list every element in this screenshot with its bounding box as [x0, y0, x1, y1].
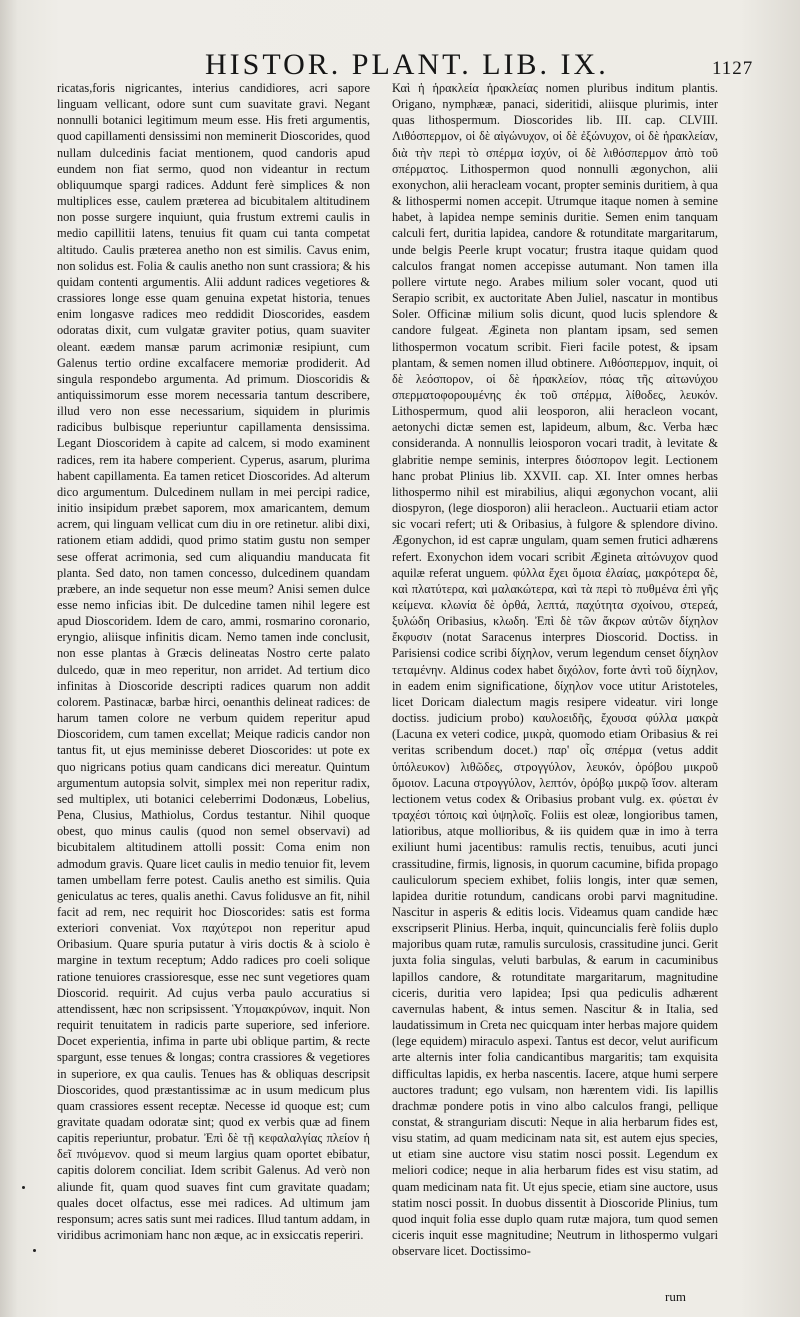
- right-column-text: Καὶ ἡ ἡρακλεία ἡρακλείας nomen pluribus inditum plantis. Origano, nymphææ, panaci, sideritidi, aliisque plurimis, inter quas lithospermum. Dioscorides lib. III. cap. CLVIII. Λιθόσπερμον, οἱ δὲ αἰγώνυχον, οἱ δὲ ἐξώνυχον, οἱ δὲ ἡρακλείαν, διὰ τὴν περὶ τὸ σπέρμα ἰσχύν, οἱ δὲ λιθόσπερμον ἀπὸ τοῦ σπέρματος. Lithospermon quod nonnulli ægonychon, alii exonychon, alii heracleam vocant, propter seminis duritiem, à qua & lithospermi nomen accepit. Utrumque itaque nomen à semine habet, à lapidea nempe seminis duritie. Semen enim tanquam calculi fert, duritia lapidea, candore & rotunditate margaritarum, unde belgis Peerle krupt vocatur; frustra itaque quidam quod calculos frangat nomen accepisse autumant. Non tamen illa pollere virtute nego. Arabes milium soler vocant, quod uti Serapio scribit, ex auctoritate Aben Juliel, nascatur in montibus Soler. Officinæ milium solis dicunt, quod lucis splendore & candore fulgeat. Æginetа non plantam ipsam, sed semen lithospermon vocatum scribit. Fieri facile potest, & ipsam plantam, & semen nomen illud obtinere. Λιθόσπερμον, inquit, οἱ δὲ λεόσπορον, οἱ δὲ ἡρακλείον, πόας τῆς αἰτωνύχου σπερματοφορουμένης ἐκ τοῦ σπέρμα, λίθοδες, λευκόν. Lithospermum, quod alii leosporon, alii heracleon vocant, aetonychi dictæ semen est, lapideum, album, &c. Verba hæc consideranda. A nonnullis leiosporon vocari tradit, à levitate & glabritie nempe seminis, interpres διόσπορον legit. Lectionem hanc probat Plinius lib. XXVII. cap. XI. Inter omnes herbas lithospermo nihil est mirabilius, aliqui ægonychon vocant, alii diospyron, (lege diosporon) alii heracleon.. Auctuarii etiam actor sic vocari refert; uti & Oribasius, à fulgore & splendore divino. Ægonychon, id est capræ ungulam, quam semen frutici adhærens refert. Exonychon idem vocari scribit Æginetа αἰτώνυχον quod aquilæ referat unguem. φύλλα ἔχει ὅμοια ἐλαίας, μακρότερα δὲ, καὶ πλατύτερα, καὶ μαλακώτερα, καὶ τὰ περὶ τὸ πυθμένα ἐπὶ γῆς κείμενα. κλωνία δὲ ὀρθά, λεπτά, παχύτητα σχοίνου, στερεά, ξυλώδη Oribasius, κλωδη. Ἐπὶ δὲ τῶν ἄκρων αὐτῶν δίχηλον ἔκφυσιν (notat Saracenus interpres Dioscorid. Doctiss. in Parisiensi codice scribi δίχηλον, verum legendum censet δίχηλον τεταμένην. Aldinus codex habet διχόλον, forte ἀντὶ τοῦ δίχηλον, in eadem enim significatione, δίχηλον voce utitur Aristoteles, licet Doricam dialectum magis resipere videatur. viri longe doctiss. judicium probo) καυλοειδῆς, ἔχουσα φύλλα μακρὰ (Lacuna ex veteri codice, μικρὰ, quomodo etiam Oribasius & rei veritas scribendum docet.) παρ' οἷς σπέρμα (vetus addit ὑπόλευκον) λιθῶδες, στρογγύλον, λευκόν, ὀρόβου μικροῦ ὅμοιον. Lacuna στρογγύλον, λεπτόν, ὀρόβῳ μικρῷ ἴσον. alteram lectionem vetus codex & Oribasius probant vulg. ex. φύεται ἐν τραχέσι τόποις καὶ ὑψηλοῖς. Foliis est oleæ, longioribus tamen, latioribus, atque mollioribus, & iis quidem quæ in imo à terra exiliunt humi jacentibus: ramulis rectis, tenuibus, acuti junci crassitudine, firmis, lignosis, in quorum cacumine, bifida propago cauliculorum speciem exhibet, foliis longis, inter quæ semen, lapidea duritie rotundum, candicans orobi parvi magnitudine. Nascitur in asperis & editis locis. Videamus quam candide hæc exscripserit Plinius. Herba, inquit, quincuncialis ferè foliis duplo majoribus quam rutæ, ramulis surculosis, crassitudine junci. Gerit juxta folia singulas, veluti barbulas, & earum in cacuminibus lapillos candore, & rotunditate margaritarum, magnitudine ciceris, duritia vero lapidea; Ipsi qua pediculis adhærent cavernulas habent, & intus semen. Nascitur & in Italia, sed laudatissimum in Creta nec quicquam inter herbas majore quidem (lege equidem) miraculo aspexi. Tantus est decor, velut aurificum arte alternis inter folia candicantibus margaritis; tam exquisita difficultas lapidis, ex herba nascentis. Iacere, atque humi serpere auctores tradunt; ego vulsam, non hærentem vidi. Iis lapillis drachmæ pondere potis in vino albo calculos frangi, pellique constat, & stranguriam discuti: Neque in alia herbarum fides est, visu statim, ad quam medicinam nata sit, est autem ejus species, ut etiam sine auctore visu statim nosci possit. Legendum ex meliori codice; neque in alia herbarum fides est visu statim, ad quam medicinam nata fit. Ut ejus specie, etiam sine auctore, usus statim nosci possit. In duobus dissentit à Dioscoride Plinius, tum quod inquit folia esse duplo quam rutæ majora, tum quod semen ciceris inquit esse magnitudine; Neutrum in lithospermo vulgari observare licet. Doctissimo-: [392, 81, 718, 1259]
- ink-speck: [22, 1186, 25, 1189]
- left-column: [57, 80, 370, 1305]
- page-header: [0, 46, 800, 82]
- left-column-text: ricatas,foris nigricantes, interius candidiores, acri sapore linguam vellicant, odore sunt cum suavitate gravi. Negant nonnulli botanici legitimum meum esse. His freti argumentis, quod capillamenti densissimi non meminerit Dioscorides, quod nullam dulcedinis faciat mentionem, quod candoris apud eundem non fiat sermo, quod non videantur in rectum obliquumque spargi radices. Addunt ferè simplices & non multiplices esse, caulem præterea ad bicubitalem altitudinem non posse surgere inquiunt, quia frustum extremi caulis in medio capillitii latens, tenuius fit quam cui tanta competat altitudo. Caulis præterea anetho non est similis. Cavus enim, non solidus est. Folia & caulis anetho non sunt crassiora; & his quidam contenti argumentis. Alii addunt radices vegetiores & crassiores longe esse quam genuina expetat historia, tenues enim longasve radices meo reddidit Dioscorides, easdem odoratas dixit, cum vulgatæ graviter potius, quam suaviter oleant. eædem mansæ parum acrimoniæ resipiunt, cum Galenus tertio ordine excalfacere memoriæ prodiderit. Ad singula respondebo argumenta. Ad primum. Dioscoridis & antiquissimorum esse morem necessaria tantum describere, illud vero non esse necessarium, siquidem in plurimis radicibus bulbisque reperiuntur capillamenta densissima. Legant Dioscoridem à capite ad calcem, si modo examinent radices, rem ita habere comperient. Cyperus, asarum, plurima habent capillamenta. Ea tamen reticet Dioscorides. Ad alterum dico argumentum. Dulcedinem nullam in mei percipi radice, initio insipidum præbet saporem, mox amaricantem, demum acrem, qui linguam vellicat cum diu in ore retinetur. alibi dixi, rationem etiam addidi, quod primo statim gustu non semper sese offerat acrimonia, sed cum aliquandiu manducata fit planta. Sed dato, non tamen concesso, dulcedinem quandam præbere, an inde sequetur non esse meum? Anisi semen dulce esse nemo inficias ibit. De dulcedine tamen nihil legere est apud Dioscoridem. Idem de caro, ammi, rosmarino coronario, eryngio, aliisque infinitis dicam. Nemo tamen inde conclusit, non esse plantas à Græcis delineatas Nostro certe palato dulcedo, quæ in meo reperitur, non arridet. Ad tertium dico infinitas à Dioscoride descripti radices quarum non addit colorem. Pastinacæ, barbæ hirci, oenanthis delineat radices: de harum tamen colore ne verbum quidem reperitur apud Dioscoridem, cum tamen excellat; Meique radicis candor non tantus fit, ut ejus meminisse deberet Dioscorides: ut pote ex quo nigricans potius quam candicans dici mereatur. Quintum argumentum autopsia solvit, simplex mei non reperitur radix, sed multiplex, uti botanici celeberrimi Dodonæus, Lobelius, Pena, Clusius, Mathiolus, Cordus testantur. Nihil quoque obest, quo minus caulis (quod non semel observavi) ad bicubitalem altitudinem attolli possit: Coma enim non admodum gravis. Quare licet caulis in medio tenuior fit, levem tamen umbellam ferre potest. Caulis anetho est similis. Quia geniculatus ac teres, qualis anethi. Cavus folidusve an fit, nihil facit ad rem, nec requirit hoc Dioscorides: satis est forma exteriori conveniat. Vox παχύτεροι non reperitur apud Oribasium. Quare spuria putatur à viris doctis & à sciolo è margine in textum receptum; Addo radices pro coeli solique ratione tenuiores crassioresque, esse nec sunt vegetiores quam Dioscorid. requirit. Ad cujus verba paulo accuratius si attendissent, hæc non scripsissent. Ὑπομακρύνων, inquit. Non requirit tenuitatem in radicis parte superiore, sed inferiore. Docet experientia, infima in parte ubi oblique partim, & recte spargunt, esse tenues & longas; contra crassiores & vegetiores in superiore, ex qua caulis. Tenues has & obliquas descripsit Dioscorides, quod præstantissimæ ac in usum medicum plus quam crassiores essent receptæ. Necesse id quoque est; cum gravitate quadam odoratæ sint; quod ex verbis quæ ad finem capitis reperiuntur, probatur. Ἐπὶ δὲ τῇ κεφαλαλγίας πλείον ἡ δεῖ πινόμενον. quod si meum largius quam oportet ebibatur, capitis dolorem conciliat. Idem scribit Galenus. Ad verò non aliunde fit, quam quod suaves fint cum gravitate quadam; quales docet olfactus, esse mei radices. Ad ultimum jam responsum; acres satis sunt mei radices. Illud tantum addam, in viridibus acrimoniam hanc non æque, ac in exsiccatis reperiri.: [57, 81, 370, 1243]
- running-title: HISTOR. PLANT. LIB. IX.: [205, 48, 609, 81]
- catchword: rum: [665, 1289, 686, 1304]
- right-column: [392, 80, 718, 1305]
- ink-speck: [33, 1249, 36, 1252]
- page-number: 1127: [712, 58, 754, 79]
